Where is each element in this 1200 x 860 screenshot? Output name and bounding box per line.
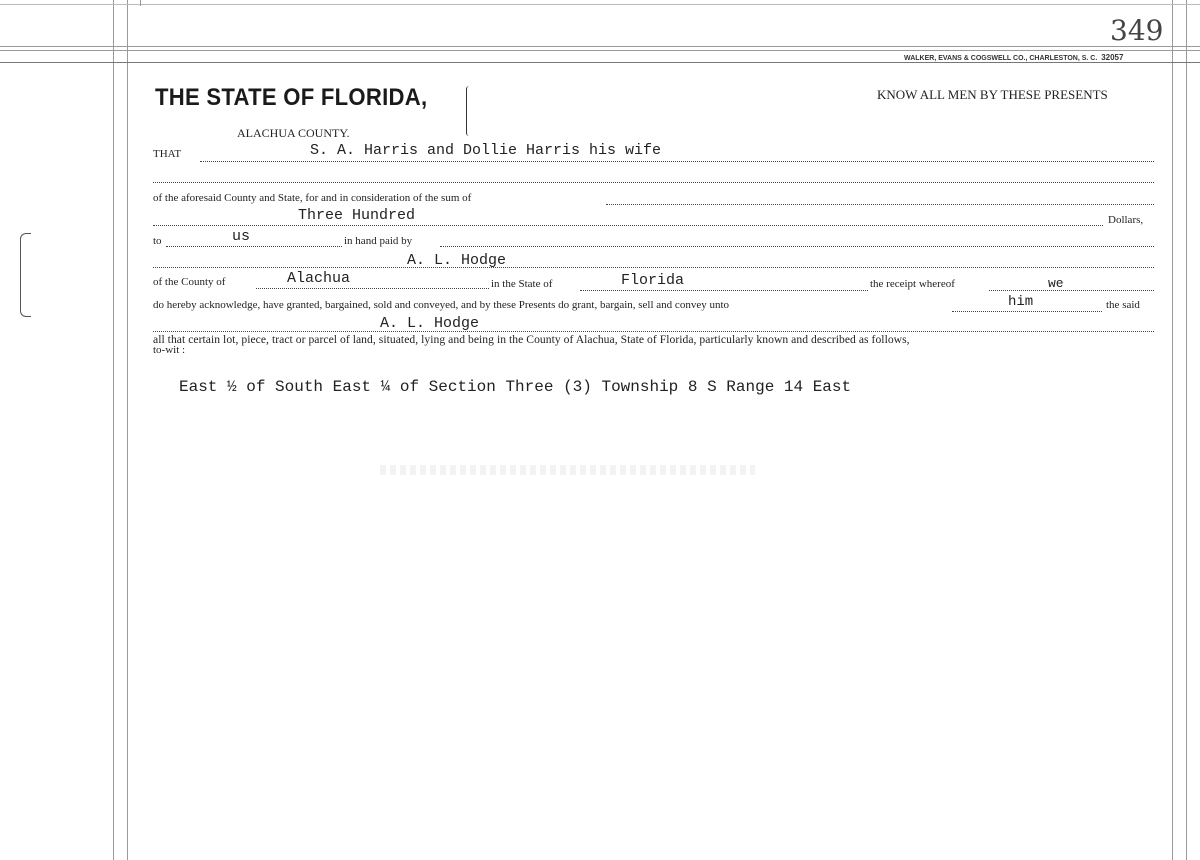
that-label: THAT [153, 148, 182, 160]
county-heading: ALACHUA COUNTY. [237, 126, 350, 140]
receipt-value: we [1048, 276, 1064, 291]
grantor-line [200, 161, 1154, 162]
amount-line [153, 225, 1103, 226]
state-value: Florida [621, 272, 685, 289]
said-grantee-value: A. L. Hodge [380, 315, 480, 332]
consideration-line [606, 204, 1154, 205]
page-number: 349 [1110, 14, 1164, 47]
know-all-men: KNOW ALL MEN BY THESE PRESENTS [877, 87, 1108, 102]
county-line [256, 288, 489, 289]
parcel-text: all that certain lot, piece, tract or parcel of land, situated, lying and being in the County of Alachua, State of Florida, particularly known and described as follows, [153, 333, 910, 346]
left-border-outer [113, 0, 114, 860]
header-rule-3 [0, 62, 1200, 63]
the-said-label: the said [1106, 299, 1140, 311]
county-label: of the County of [153, 276, 226, 288]
county-value: Alachua [287, 270, 351, 287]
to-wit-label: to-wit : [153, 344, 186, 356]
blank-line [153, 182, 1154, 183]
header-rule-1 [0, 46, 1200, 47]
faint-show-through [380, 465, 755, 475]
left-border-inner [127, 0, 128, 860]
heading-bracket [466, 86, 473, 136]
right-border-outer [1186, 0, 1187, 860]
paid-by-line [440, 246, 1154, 247]
to-label: to [153, 235, 162, 247]
conveyance-label: do hereby acknowledge, have granted, bargained, sold and conveyed, and by these Presents do grant, bargain, sell and convey unto [153, 299, 730, 311]
unto-value: him [1008, 294, 1034, 310]
amount-value: Three Hundred [298, 207, 416, 224]
paid-by-label: in hand paid by [344, 235, 413, 247]
top-rule [0, 4, 1200, 5]
said-grantee-line [153, 331, 1154, 332]
legal-description: East ½ of South East ¼ of Section Three (3) Township 8 S Range 14 East [179, 378, 852, 396]
consideration-label: of the aforesaid County and State, for and in consideration of the sum of [153, 192, 472, 204]
receipt-line [989, 290, 1154, 291]
grantee-line [153, 267, 1154, 268]
binding-mark [20, 233, 31, 317]
right-border-inner [1172, 0, 1173, 860]
state-line [580, 290, 868, 291]
state-label: in the State of [491, 278, 553, 290]
header-rule-2 [0, 50, 1200, 51]
unto-line [952, 311, 1102, 312]
state-title: THE STATE OF FLORIDA, [155, 84, 428, 111]
corner-mark [140, 0, 141, 6]
printer-imprint: WALKER, EVANS & COGSWELL CO., CHARLESTON, S. C. 32057 [904, 53, 1124, 62]
to-line [166, 246, 342, 247]
grantee-value: A. L. Hodge [407, 252, 507, 269]
grantor-value: S. A. Harris and Dollie Harris his wife [310, 142, 662, 159]
receipt-label: the receipt whereof [870, 278, 955, 290]
to-value: us [232, 228, 251, 245]
dollars-label: Dollars, [1108, 214, 1144, 226]
